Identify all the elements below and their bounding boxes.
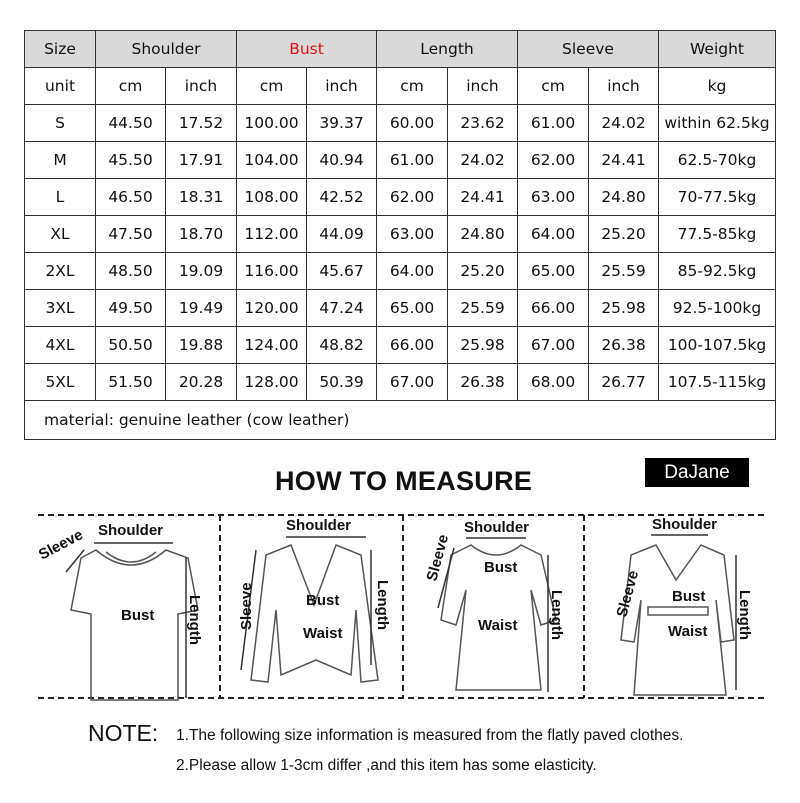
table-cell: 26.77 <box>589 364 659 401</box>
table-cell: 51.50 <box>96 364 166 401</box>
note-line-2: 2.Please allow 1-3cm differ ,and this item has some elasticity. <box>176 757 597 774</box>
table-cell: 107.5-115kg <box>659 364 776 401</box>
material-row <box>25 401 776 440</box>
blazer-illustration <box>241 537 378 682</box>
table-cell: 61.00 <box>518 105 589 142</box>
dress-bust-label: Bust <box>484 559 518 576</box>
unit-cell: inch <box>166 68 237 105</box>
table-cell: 24.41 <box>589 142 659 179</box>
dress-sleeve-label: Sleeve <box>423 532 453 584</box>
header-length: Length <box>377 31 518 68</box>
tshirt-length-label: Length <box>186 595 203 645</box>
table-cell: 65.00 <box>377 290 448 327</box>
coat-waist-label: Waist <box>668 623 708 640</box>
table-cell: 65.00 <box>518 253 589 290</box>
blazer-bust-label: Bust <box>306 592 340 609</box>
table-cell: 104.00 <box>237 142 307 179</box>
unit-cell: cm <box>237 68 307 105</box>
measure-diagram <box>36 510 766 702</box>
unit-cell: cm <box>96 68 166 105</box>
table-cell: 48.82 <box>307 327 377 364</box>
table-cell: L <box>25 179 96 216</box>
table-cell: 2XL <box>25 253 96 290</box>
dress-shoulder-label: Shoulder <box>464 519 530 536</box>
coat-length-label: Length <box>736 590 753 640</box>
table-cell: 44.50 <box>96 105 166 142</box>
table-cell: 46.50 <box>96 179 166 216</box>
unit-cell: cm <box>377 68 448 105</box>
unit-cell: inch <box>448 68 518 105</box>
table-cell: 50.39 <box>307 364 377 401</box>
table-cell: 24.41 <box>448 179 518 216</box>
table-cell: 39.37 <box>307 105 377 142</box>
table-cell: 67.00 <box>518 327 589 364</box>
tshirt-sleeve-label: Sleeve <box>36 526 86 564</box>
table-cell: 92.5-100kg <box>659 290 776 327</box>
table-cell: 116.00 <box>237 253 307 290</box>
table-cell: 45.50 <box>96 142 166 179</box>
coat-sleeve-label: Sleeve <box>613 568 643 620</box>
table-cell: 47.24 <box>307 290 377 327</box>
table-cell: 44.09 <box>307 216 377 253</box>
table-cell: M <box>25 142 96 179</box>
table-cell: 47.50 <box>96 216 166 253</box>
table-cell: 61.00 <box>377 142 448 179</box>
table-cell: 66.00 <box>377 327 448 364</box>
header-weight: Weight <box>659 31 776 68</box>
note-heading: NOTE: <box>88 720 159 746</box>
blazer-shoulder-label: Shoulder <box>286 517 352 534</box>
dress-length-label: Length <box>548 590 565 640</box>
header-row <box>25 31 776 68</box>
table-cell: 25.59 <box>448 290 518 327</box>
table-cell: 42.52 <box>307 179 377 216</box>
table-cell: 66.00 <box>518 290 589 327</box>
table-cell: 100-107.5kg <box>659 327 776 364</box>
table-cell: 108.00 <box>237 179 307 216</box>
table-cell: 25.98 <box>589 290 659 327</box>
table-cell: 120.00 <box>237 290 307 327</box>
blazer-length-label: Length <box>374 580 391 630</box>
table-row <box>25 327 776 364</box>
table-cell: 25.98 <box>448 327 518 364</box>
table-cell: 19.49 <box>166 290 237 327</box>
table-cell: 77.5-85kg <box>659 216 776 253</box>
table-cell: 48.50 <box>96 253 166 290</box>
table-cell: 64.00 <box>377 253 448 290</box>
table-cell: 25.59 <box>589 253 659 290</box>
table-cell: within 62.5kg <box>659 105 776 142</box>
coat-bust-label: Bust <box>672 588 706 605</box>
header-bust: Bust <box>237 31 377 68</box>
material-text: material: genuine leather (cow leather) <box>25 401 776 440</box>
unit-cell: inch <box>307 68 377 105</box>
size-chart-table <box>24 30 776 440</box>
brand-logo: DaJane <box>645 458 749 487</box>
table-cell: 23.62 <box>448 105 518 142</box>
coat-shoulder-label: Shoulder <box>652 516 718 533</box>
table-cell: 24.80 <box>589 179 659 216</box>
table-cell: 128.00 <box>237 364 307 401</box>
table-row <box>25 179 776 216</box>
table-cell: 17.91 <box>166 142 237 179</box>
table-cell: 63.00 <box>377 216 448 253</box>
table-cell: 5XL <box>25 364 96 401</box>
table-cell: 50.50 <box>96 327 166 364</box>
table-cell: 100.00 <box>237 105 307 142</box>
table-row <box>25 216 776 253</box>
unit-row <box>25 68 776 105</box>
table-row <box>25 364 776 401</box>
table-cell: 19.88 <box>166 327 237 364</box>
table-cell: 20.28 <box>166 364 237 401</box>
coat-illustration <box>621 535 736 695</box>
table-cell: 24.02 <box>448 142 518 179</box>
unit-cell: kg <box>659 68 776 105</box>
table-cell: 18.70 <box>166 216 237 253</box>
unit-cell: inch <box>589 68 659 105</box>
table-cell: 26.38 <box>448 364 518 401</box>
how-to-measure-title: HOW TO MEASURE <box>275 466 533 496</box>
table-row <box>25 290 776 327</box>
table-cell: 64.00 <box>518 216 589 253</box>
table-cell: 49.50 <box>96 290 166 327</box>
table-cell: XL <box>25 216 96 253</box>
table-cell: 62.00 <box>518 142 589 179</box>
table-cell: 62.5-70kg <box>659 142 776 179</box>
table-cell: 24.80 <box>448 216 518 253</box>
unit-cell: unit <box>25 68 96 105</box>
table-cell: 85-92.5kg <box>659 253 776 290</box>
table-cell: 67.00 <box>377 364 448 401</box>
table-cell: 17.52 <box>166 105 237 142</box>
table-cell: 124.00 <box>237 327 307 364</box>
header-size: Size <box>25 31 96 68</box>
blazer-sleeve-label: Sleeve <box>238 582 255 630</box>
table-cell: 19.09 <box>166 253 237 290</box>
table-cell: 25.20 <box>589 216 659 253</box>
header-shoulder: Shoulder <box>96 31 237 68</box>
table-cell: 68.00 <box>518 364 589 401</box>
table-cell: 112.00 <box>237 216 307 253</box>
tshirt-shoulder-label: Shoulder <box>98 522 164 539</box>
note-line-1: 1.The following size information is measured from the flatly paved clothes. <box>176 727 684 744</box>
table-cell: 62.00 <box>377 179 448 216</box>
table-row <box>25 105 776 142</box>
dress-waist-label: Waist <box>478 617 518 634</box>
table-cell: 60.00 <box>377 105 448 142</box>
table-cell: 40.94 <box>307 142 377 179</box>
table-cell: 18.31 <box>166 179 237 216</box>
table-row <box>25 142 776 179</box>
table-cell: 45.67 <box>307 253 377 290</box>
header-sleeve: Sleeve <box>518 31 659 68</box>
blazer-waist-label: Waist <box>303 625 343 642</box>
unit-cell: cm <box>518 68 589 105</box>
table-cell: 24.02 <box>589 105 659 142</box>
table-cell: 25.20 <box>448 253 518 290</box>
table-row <box>25 253 776 290</box>
table-cell: 4XL <box>25 327 96 364</box>
table-cell: S <box>25 105 96 142</box>
table-cell: 3XL <box>25 290 96 327</box>
table-cell: 70-77.5kg <box>659 179 776 216</box>
table-cell: 63.00 <box>518 179 589 216</box>
tshirt-bust-label: Bust <box>121 607 155 624</box>
table-cell: 26.38 <box>589 327 659 364</box>
